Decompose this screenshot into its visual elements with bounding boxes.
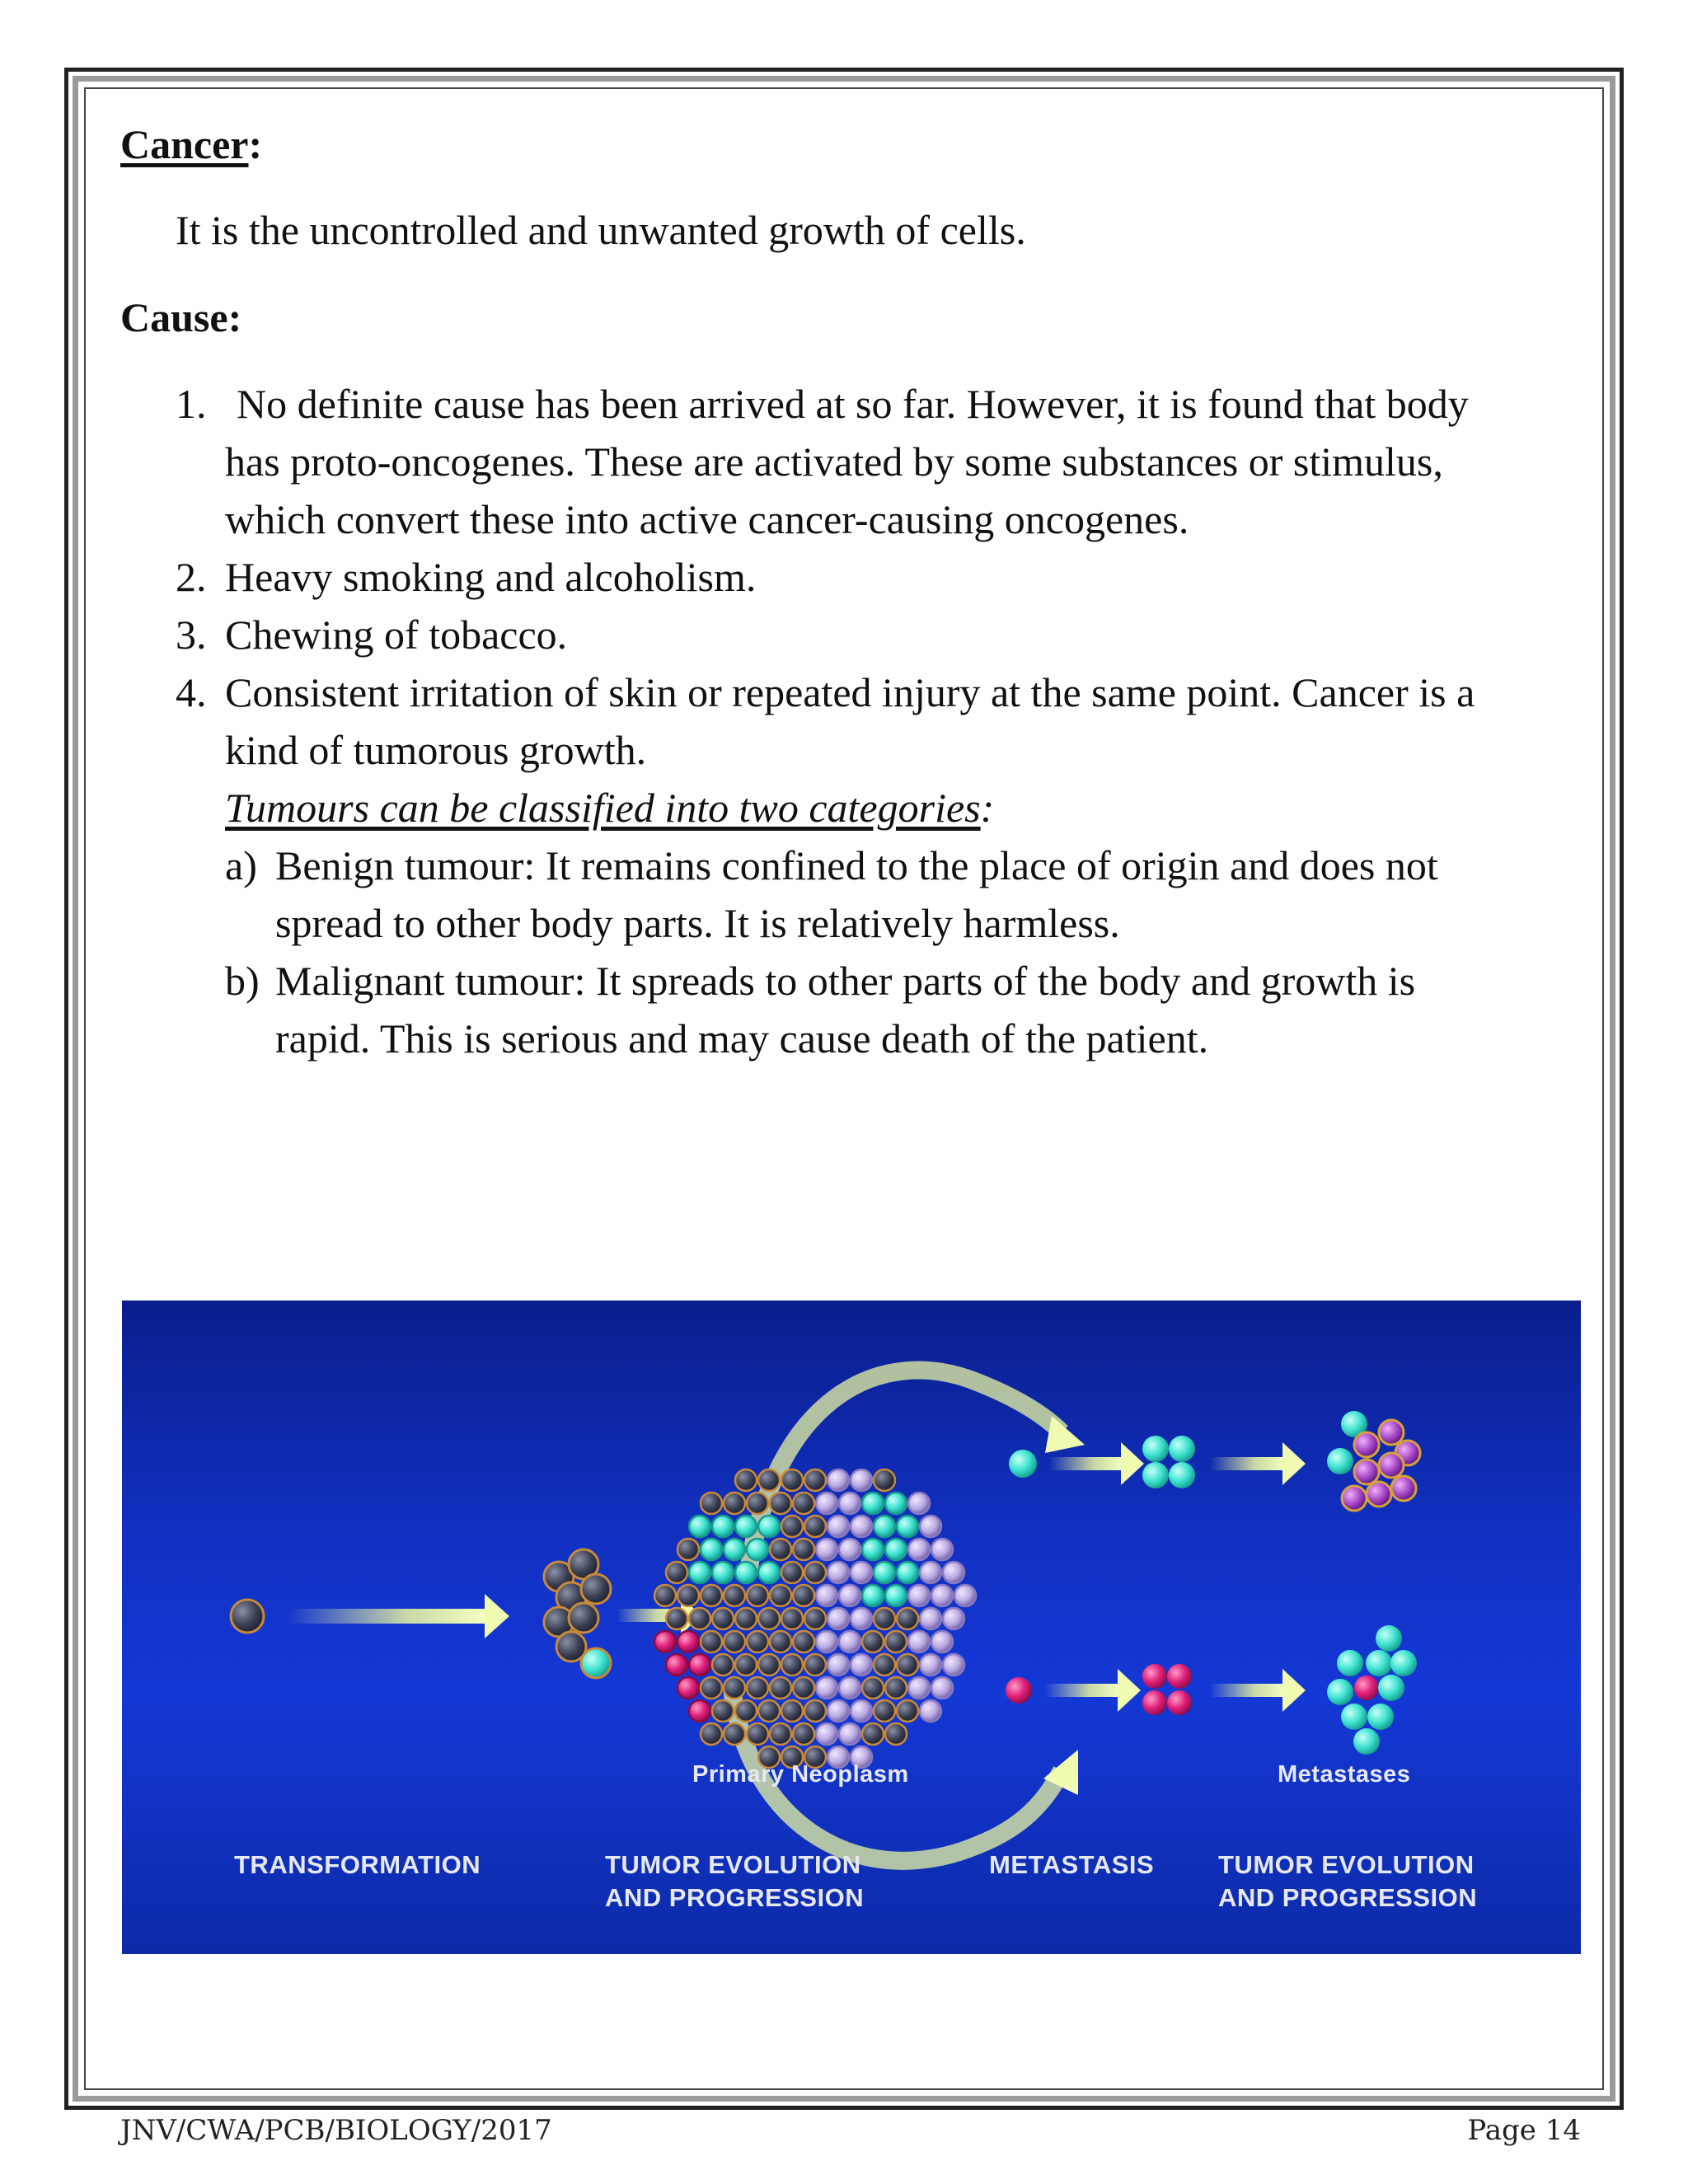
neoplasm-cell [874,1700,895,1722]
list-number: 1. [176,381,207,427]
neoplasm-cell [793,1631,814,1652]
neoplasm-cell [931,1677,953,1699]
cancer-heading: Cancer: [120,121,263,167]
neoplasm-cell [724,1493,745,1514]
primary-neoplasm [654,1469,976,1768]
neoplasm-cell [828,1700,849,1722]
sublist-item-line: Malignant tumour: It spreads to other parts of the body and growth is [275,958,1416,1004]
neoplasm-cell [712,1700,734,1722]
neoplasm-cell [954,1585,976,1606]
neoplasm-cell [862,1677,884,1699]
neoplasm-cell [781,1608,803,1629]
neoplasm-cell [828,1469,849,1491]
cell [1006,1677,1032,1704]
sublist-item-line: rapid. This is serious and may cause death of the patient. [275,1015,1209,1062]
neoplasm-cell [931,1539,953,1560]
neoplasm-cell [862,1539,884,1560]
neoplasm-cell [920,1700,941,1722]
neoplasm-cell [851,1469,872,1491]
arrow [1210,1457,1284,1470]
neoplasm-cell [862,1585,884,1606]
stage-evolution-2: TUMOR EVOLUTION AND PROGRESSION [1218,1850,1478,1912]
neoplasm-cell [781,1700,803,1722]
neoplasm-cell [770,1631,791,1652]
neoplasm-cell [712,1562,734,1583]
neoplasm-cell [943,1608,964,1629]
neoplasm-cell [920,1654,941,1675]
list-item-line: Heavy smoking and alcoholism. [225,554,757,600]
neoplasm-cell [828,1516,849,1537]
neoplasm-cell [851,1654,872,1675]
arrow-head [1045,1416,1085,1453]
neoplasm-cell [724,1723,745,1745]
neoplasm-cell [804,1469,826,1491]
neoplasm-cell [897,1516,918,1537]
neoplasm-cell [816,1631,837,1652]
neoplasm-cell [804,1516,826,1537]
stage-transformation: TRANSFORMATION [234,1850,481,1879]
neoplasm-cell [678,1585,699,1606]
neoplasm-cell [862,1631,884,1652]
neoplasm-cell [770,1585,791,1606]
neoplasm-cell [851,1608,872,1629]
neoplasm-cell [770,1539,791,1560]
neoplasm-cell [897,1608,918,1629]
neoplasm-cell [839,1539,860,1560]
list-item-line: has proto-oncogenes. These are activated by some substances or stimulus, [225,438,1443,485]
neoplasm-cell [839,1631,860,1652]
neoplasm-cell [920,1608,941,1629]
neoplasm-cell [897,1700,918,1722]
neoplasm-cell [712,1608,734,1629]
neoplasm-cell [724,1585,745,1606]
neoplasm-cell [747,1539,768,1560]
cancer-progression-figure [122,1301,1581,1954]
neoplasm-cell [701,1677,722,1699]
neoplasm-cell [885,1631,907,1652]
neoplasm-cell [689,1516,710,1537]
neoplasm-cell [747,1493,768,1514]
neoplasm-cell [770,1723,791,1745]
neoplasm-cell [735,1654,757,1675]
list-item-line: Consistent irritation of skin or repeated injury at the same point. Cancer is a [225,669,1475,715]
neoplasm-cell [885,1539,907,1560]
neoplasm-cell [689,1654,710,1675]
metastases-label: Metastases [1278,1761,1411,1788]
neoplasm-cell [758,1562,780,1583]
neoplasm-cell [747,1585,768,1606]
neoplasm-cell [804,1654,826,1675]
neoplasm-cell [851,1516,872,1537]
neoplasm-cell [781,1469,803,1491]
sublist-item-line: spread to other body parts. It is relatively harmless. [275,900,1120,946]
list-item-line: No definite cause has been arrived at so far. However, it is found that body [237,381,1469,427]
neoplasm-cell [839,1493,860,1514]
neoplasm-cell [758,1608,780,1629]
sublist-label: a) [225,842,257,888]
neoplasm-cell [885,1723,907,1745]
neoplasm-cell [897,1654,918,1675]
neoplasm-cell [654,1631,676,1652]
metastasis-cluster-top [1327,1411,1420,1511]
neoplasm-cell [758,1700,780,1722]
arrow-head [1118,1669,1141,1712]
neoplasm-cell [735,1608,757,1629]
neoplasm-cell [908,1493,930,1514]
neoplasm-cell [770,1493,791,1514]
neoplasm-cell [908,1585,930,1606]
arrow-head [1282,1442,1306,1485]
neoplasm-cell [874,1469,895,1491]
neoplasm-cell [793,1585,814,1606]
cell-clump [544,1549,611,1678]
neoplasm-cell [678,1631,699,1652]
arrow-head [1121,1442,1144,1485]
footer-page-number: Page 14 [1467,2114,1581,2147]
neoplasm-cell [654,1585,676,1606]
neoplasm-cell [735,1516,757,1537]
list-item-line: Chewing of tobacco. [225,612,568,658]
primary-neoplasm-label: Primary Neoplasm [692,1761,909,1788]
neoplasm-cell [793,1493,814,1514]
neoplasm-cell [816,1539,837,1560]
neoplasm-cell [781,1516,803,1537]
neoplasm-cell [770,1677,791,1699]
neoplasm-cell [666,1608,687,1629]
neoplasm-cell [908,1631,930,1652]
neoplasm-cell [908,1539,930,1560]
neoplasm-cell [724,1677,745,1699]
neoplasm-cell [885,1493,907,1514]
neoplasm-cell [920,1562,941,1583]
neoplasm-cell [758,1516,780,1537]
neoplasm-cell [793,1539,814,1560]
neoplasm-cell [758,1469,780,1491]
neoplasm-cell [678,1539,699,1560]
neoplasm-cell [689,1700,710,1722]
neoplasm-cell [804,1562,826,1583]
neoplasm-cell [839,1585,860,1606]
neoplasm-cell [885,1585,907,1606]
neoplasm-cell [793,1677,814,1699]
neoplasm-cell [701,1723,722,1745]
neoplasm-cell [874,1562,895,1583]
cause-heading: Cause: [120,294,242,340]
metastasis-cluster-bottom [1327,1625,1417,1755]
neoplasm-cell [712,1516,734,1537]
cell-cluster [1142,1664,1192,1715]
neoplasm-cell [735,1700,757,1722]
neoplasm-cell [874,1516,895,1537]
neoplasm-cell [689,1608,710,1629]
neoplasm-cell [735,1562,757,1583]
cancer-definition: It is the uncontrolled and unwanted growth of cells. [176,207,1026,253]
stage-metastasis: METASTASIS [989,1850,1155,1879]
neoplasm-cell [874,1608,895,1629]
cell-cluster [1142,1436,1195,1488]
cell [231,1600,264,1633]
neoplasm-cell [678,1677,699,1699]
neoplasm-cell [897,1562,918,1583]
cell [1009,1450,1037,1478]
neoplasm-cell [816,1677,837,1699]
neoplasm-cell [724,1631,745,1652]
list-item-line: which convert these into active cancer-causing oncogenes. [225,496,1189,542]
arrow-head [1282,1669,1306,1712]
neoplasm-cell [666,1654,687,1675]
neoplasm-cell [804,1700,826,1722]
arrow [1049,1457,1123,1470]
neoplasm-cell [828,1562,849,1583]
sublist-item-line: Benign tumour: It remains confined to the place of origin and does not [275,842,1438,888]
neoplasm-cell [735,1469,757,1491]
neoplasm-cell [747,1723,768,1745]
arrow [287,1609,485,1624]
list-number: 4. [176,669,207,715]
neoplasm-cell [931,1631,953,1652]
neoplasm-cell [839,1723,860,1745]
sublist-label: b) [225,958,260,1004]
neoplasm-cell [816,1585,837,1606]
arrow-head [485,1594,509,1638]
neoplasm-cell [931,1585,953,1606]
neoplasm-cell [851,1562,872,1583]
neoplasm-cell [804,1608,826,1629]
arrow [1210,1684,1284,1697]
neoplasm-cell [943,1654,964,1675]
neoplasm-cell [862,1723,884,1745]
neoplasm-cell [747,1677,768,1699]
arrow [1045,1684,1119,1697]
neoplasm-cell [701,1493,722,1514]
neoplasm-cell [712,1654,734,1675]
stage-evolution-1: TUMOR EVOLUTION AND PROGRESSION [605,1850,865,1912]
neoplasm-cell [701,1585,722,1606]
footer-left: JNV/CWA/PCB/BIOLOGY/2017 [120,2114,552,2147]
neoplasm-cell [747,1631,768,1652]
neoplasm-cell [666,1562,687,1583]
neoplasm-cell [758,1654,780,1675]
neoplasm-cell [793,1723,814,1745]
neoplasm-cell [689,1562,710,1583]
neoplasm-cell [943,1562,964,1583]
neoplasm-cell [920,1516,941,1537]
neoplasm-cell [851,1700,872,1722]
neoplasm-cell [862,1493,884,1514]
neoplasm-cell [701,1539,722,1560]
neoplasm-cell [828,1608,849,1629]
neoplasm-cell [874,1654,895,1675]
neoplasm-cell [839,1677,860,1699]
neoplasm-cell [816,1723,837,1745]
neoplasm-cell [908,1677,930,1699]
list-number: 2. [176,554,207,600]
neoplasm-cell [701,1631,722,1652]
neoplasm-cell [781,1562,803,1583]
list-item-line: kind of tumorous growth. [225,727,647,773]
list-number: 3. [176,612,207,658]
neoplasm-cell [724,1539,745,1560]
neoplasm-cell [816,1493,837,1514]
neoplasm-cell [885,1677,907,1699]
neoplasm-cell [781,1654,803,1675]
neoplasm-cell [828,1654,849,1675]
tumour-intro: Tumours can be classified into two categories: [225,785,995,831]
